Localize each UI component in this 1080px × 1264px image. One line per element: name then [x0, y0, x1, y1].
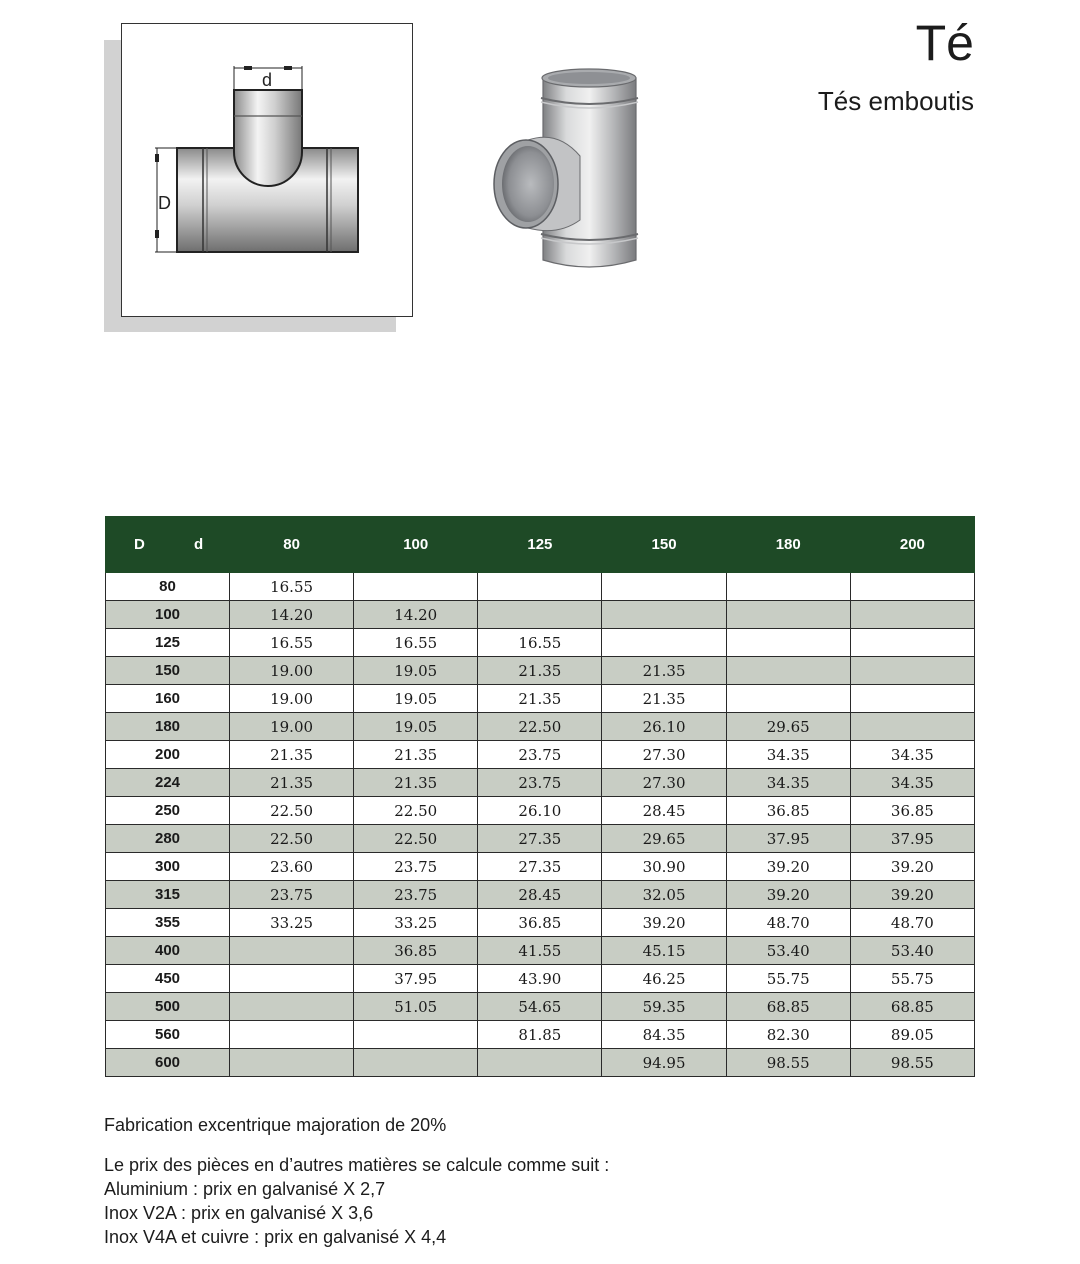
price-cell: 22.50: [230, 797, 354, 825]
corner-header: [106, 517, 230, 573]
table-row: [106, 741, 975, 769]
price-cell: 37.95: [850, 825, 974, 853]
price-cell: [478, 601, 602, 629]
price-cell: [726, 573, 850, 601]
table-row: [106, 993, 975, 1021]
price-cell: [230, 937, 354, 965]
row-diameter: 250: [106, 797, 230, 825]
column-header: 200: [850, 517, 974, 573]
price-cell: 21.35: [230, 769, 354, 797]
price-table-body: [106, 573, 975, 1077]
price-cell: 19.00: [230, 713, 354, 741]
price-cell: 39.20: [602, 909, 726, 937]
row-diameter: 80: [106, 573, 230, 601]
price-cell: 29.65: [726, 713, 850, 741]
column-header: 150: [602, 517, 726, 573]
row-diameter: 500: [106, 993, 230, 1021]
price-cell: 26.10: [478, 797, 602, 825]
corner-d-label: d: [194, 536, 204, 553]
price-cell: 33.25: [354, 909, 478, 937]
note-intro: Le prix des pièces en d’autres matières se calcule comme suit :: [104, 1155, 610, 1175]
price-cell: 94.95: [602, 1049, 726, 1077]
row-diameter: 300: [106, 853, 230, 881]
price-cell: [230, 1021, 354, 1049]
table-row: [106, 1021, 975, 1049]
price-cell: 36.85: [850, 797, 974, 825]
note-inox-v2a: Inox V2A : prix en galvanisé X 3,6: [104, 1203, 374, 1223]
price-cell: 34.35: [850, 741, 974, 769]
price-cell: 23.75: [230, 881, 354, 909]
price-cell: 48.70: [726, 909, 850, 937]
price-cell: [850, 629, 974, 657]
price-cell: 23.75: [478, 769, 602, 797]
row-diameter: 600: [106, 1049, 230, 1077]
row-diameter: 224: [106, 769, 230, 797]
price-cell: 19.05: [354, 685, 478, 713]
price-cell: [478, 573, 602, 601]
table-row: [106, 657, 975, 685]
price-cell: 59.35: [602, 993, 726, 1021]
table-row: [106, 1049, 975, 1077]
price-cell: 98.55: [850, 1049, 974, 1077]
price-cell: [726, 629, 850, 657]
price-cell: 68.85: [850, 993, 974, 1021]
table-header-row: [106, 517, 975, 573]
table-row: [106, 769, 975, 797]
note-inox-v4a: Inox V4A et cuivre : prix en galvanisé X 4,4: [104, 1227, 447, 1247]
page-subtitle: Tés emboutis: [817, 86, 974, 116]
price-cell: 48.70: [850, 909, 974, 937]
table-row: [106, 685, 975, 713]
price-cell: 46.25: [602, 965, 726, 993]
price-cell: 37.95: [726, 825, 850, 853]
row-diameter: 450: [106, 965, 230, 993]
price-cell: 37.95: [354, 965, 478, 993]
price-cell: [602, 573, 726, 601]
note-excentric: Fabrication excentrique majoration de 20%: [104, 1115, 447, 1135]
table-row: [106, 853, 975, 881]
price-cell: 16.55: [230, 573, 354, 601]
price-cell: 16.55: [478, 629, 602, 657]
table-row: [106, 881, 975, 909]
price-cell: 34.35: [850, 769, 974, 797]
price-cell: [602, 629, 726, 657]
price-cell: 34.35: [726, 769, 850, 797]
price-cell: 53.40: [726, 937, 850, 965]
price-cell: [354, 573, 478, 601]
price-cell: 26.10: [602, 713, 726, 741]
price-cell: [230, 1049, 354, 1077]
price-cell: 98.55: [726, 1049, 850, 1077]
price-cell: 23.75: [478, 741, 602, 769]
price-cell: 45.15: [602, 937, 726, 965]
price-cell: 36.85: [354, 937, 478, 965]
table-row: [106, 573, 975, 601]
table-row: [106, 825, 975, 853]
price-cell: 16.55: [230, 629, 354, 657]
price-cell: 55.75: [850, 965, 974, 993]
column-header: 125: [478, 517, 602, 573]
price-cell: 39.20: [850, 881, 974, 909]
table-row: [106, 629, 975, 657]
price-cell: 28.45: [602, 797, 726, 825]
price-cell: 53.40: [850, 937, 974, 965]
price-cell: 21.35: [354, 741, 478, 769]
price-cell: [850, 685, 974, 713]
price-cell: 28.45: [478, 881, 602, 909]
price-cell: 27.35: [478, 825, 602, 853]
price-cell: 54.65: [478, 993, 602, 1021]
price-table: [105, 516, 975, 1077]
page-title: Té: [915, 15, 974, 71]
price-cell: [230, 965, 354, 993]
table-row: [106, 713, 975, 741]
label-large-D: D: [158, 193, 171, 213]
price-cell: 55.75: [726, 965, 850, 993]
label-small-d: d: [262, 70, 273, 90]
price-cell: [726, 685, 850, 713]
price-cell: 41.55: [478, 937, 602, 965]
price-cell: 81.85: [478, 1021, 602, 1049]
row-diameter: 160: [106, 685, 230, 713]
price-cell: 19.00: [230, 685, 354, 713]
price-cell: 43.90: [478, 965, 602, 993]
price-cell: 30.90: [602, 853, 726, 881]
price-cell: [850, 657, 974, 685]
price-cell: [850, 601, 974, 629]
tee-product-photo: [488, 60, 648, 280]
price-cell: 22.50: [230, 825, 354, 853]
price-cell: 27.30: [602, 769, 726, 797]
price-cell: [602, 601, 726, 629]
table-row: [106, 909, 975, 937]
price-cell: 39.20: [726, 881, 850, 909]
note-aluminium: Aluminium : prix en galvanisé X 2,7: [104, 1179, 386, 1199]
price-cell: [850, 713, 974, 741]
price-cell: 21.35: [602, 685, 726, 713]
price-cell: [354, 1021, 478, 1049]
price-cell: 39.20: [726, 853, 850, 881]
table-row: [106, 965, 975, 993]
price-cell: 21.35: [478, 657, 602, 685]
row-diameter: 315: [106, 881, 230, 909]
price-cell: 23.60: [230, 853, 354, 881]
price-cell: 14.20: [354, 601, 478, 629]
price-cell: [850, 573, 974, 601]
table-row: [106, 937, 975, 965]
price-cell: 39.20: [850, 853, 974, 881]
price-cell: 34.35: [726, 741, 850, 769]
row-diameter: 560: [106, 1021, 230, 1049]
table-row: [106, 601, 975, 629]
row-diameter: 280: [106, 825, 230, 853]
price-cell: 16.55: [354, 629, 478, 657]
price-cell: [478, 1049, 602, 1077]
price-cell: 68.85: [726, 993, 850, 1021]
price-cell: 22.50: [354, 797, 478, 825]
price-cell: [230, 993, 354, 1021]
row-diameter: 180: [106, 713, 230, 741]
price-cell: 36.85: [726, 797, 850, 825]
row-diameter: 100: [106, 601, 230, 629]
price-cell: 27.35: [478, 853, 602, 881]
price-cell: 21.35: [230, 741, 354, 769]
price-cell: 89.05: [850, 1021, 974, 1049]
column-header: 180: [726, 517, 850, 573]
price-cell: 22.50: [478, 713, 602, 741]
price-cell: [354, 1049, 478, 1077]
price-cell: 36.85: [478, 909, 602, 937]
price-cell: 19.05: [354, 657, 478, 685]
price-cell: 14.20: [230, 601, 354, 629]
price-cell: 19.05: [354, 713, 478, 741]
row-diameter: 400: [106, 937, 230, 965]
price-cell: 29.65: [602, 825, 726, 853]
price-cell: 33.25: [230, 909, 354, 937]
column-header: 80: [230, 517, 354, 573]
price-cell: [726, 601, 850, 629]
column-header: 100: [354, 517, 478, 573]
row-diameter: 200: [106, 741, 230, 769]
price-cell: 19.00: [230, 657, 354, 685]
tee-diagram: [121, 23, 413, 317]
price-cell: 21.35: [354, 769, 478, 797]
tee-diagram-drawing: [122, 24, 412, 316]
price-cell: 21.35: [478, 685, 602, 713]
row-diameter: 125: [106, 629, 230, 657]
price-cell: 32.05: [602, 881, 726, 909]
price-cell: 21.35: [602, 657, 726, 685]
price-cell: 22.50: [354, 825, 478, 853]
corner-D-label: D: [134, 536, 145, 553]
row-diameter: 355: [106, 909, 230, 937]
row-diameter: 150: [106, 657, 230, 685]
price-cell: 84.35: [602, 1021, 726, 1049]
price-cell: 27.30: [602, 741, 726, 769]
table-row: [106, 797, 975, 825]
price-cell: 82.30: [726, 1021, 850, 1049]
price-cell: 51.05: [354, 993, 478, 1021]
price-cell: 23.75: [354, 853, 478, 881]
price-cell: 23.75: [354, 881, 478, 909]
price-cell: [726, 657, 850, 685]
